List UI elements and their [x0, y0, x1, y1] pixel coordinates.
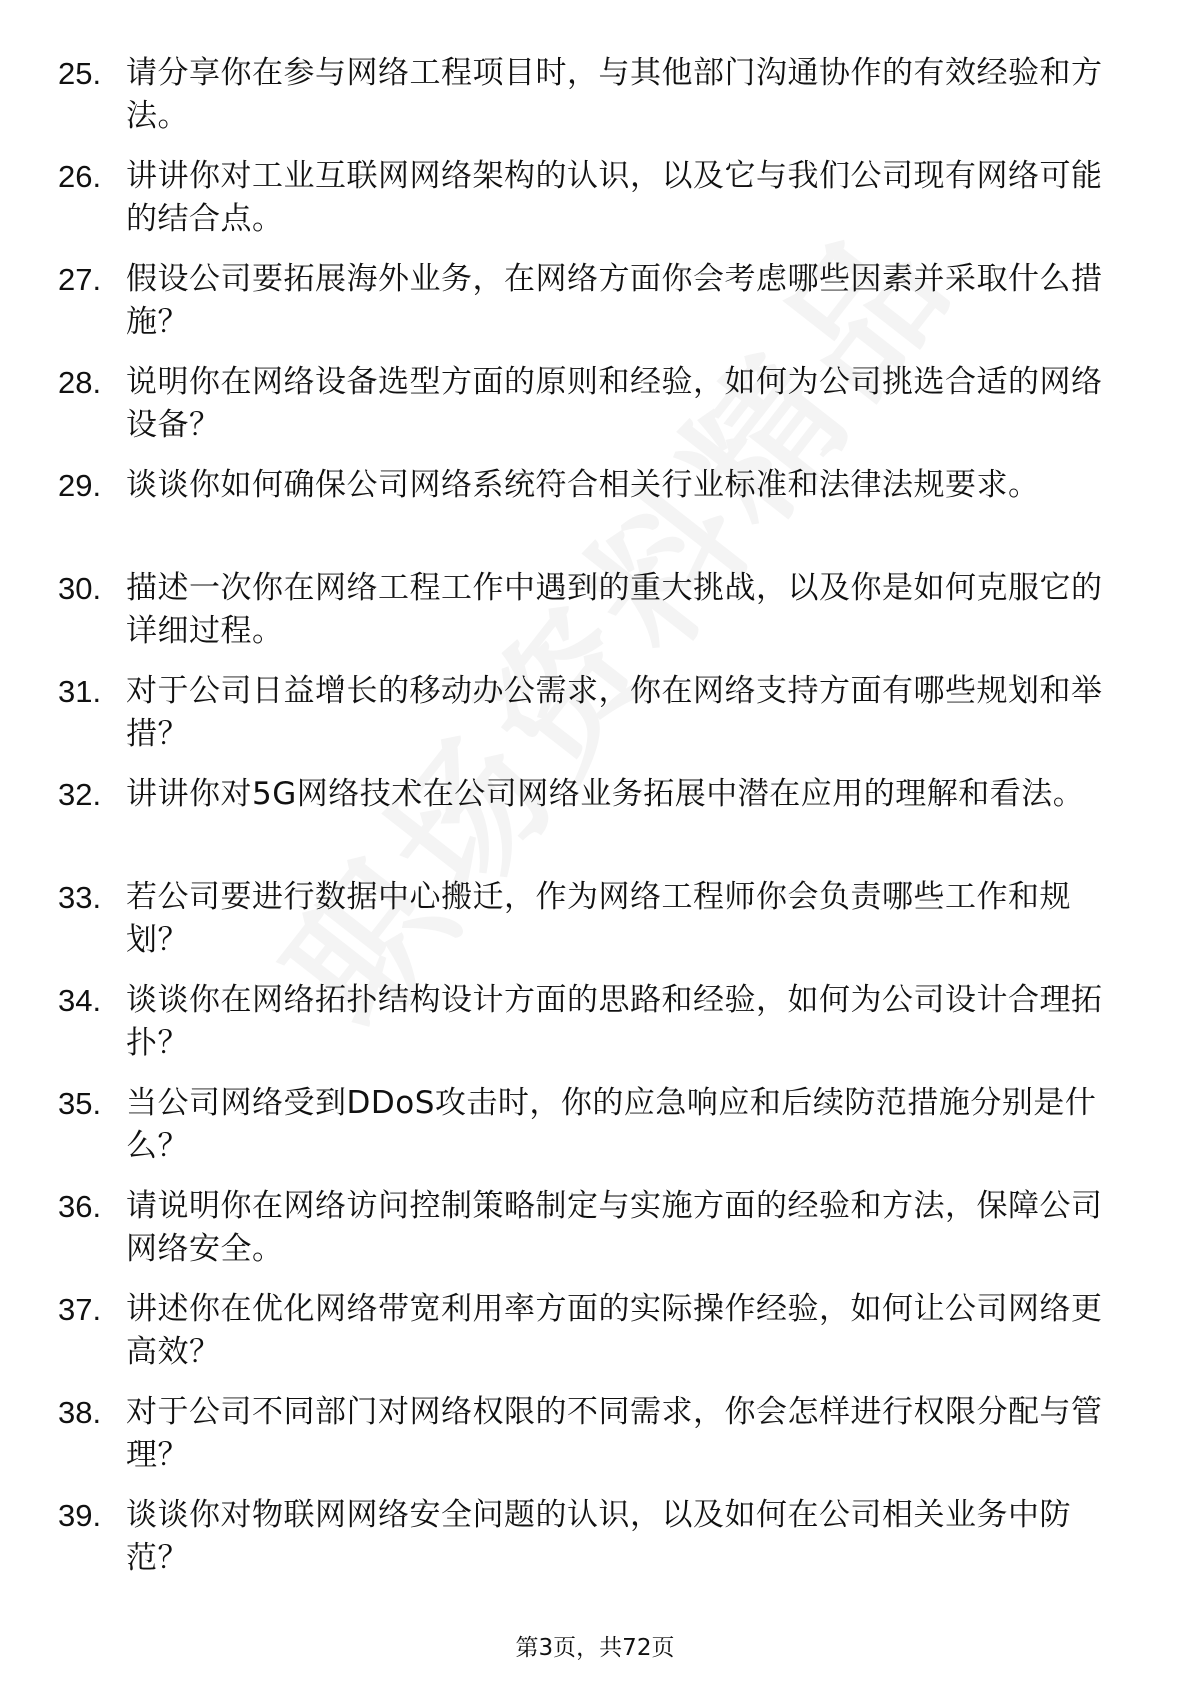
question-text: 假设公司要拓展海外业务，在网络方面你会考虑哪些因素并采取什么措施？	[126, 261, 1103, 340]
question-number: 37.	[58, 1292, 102, 1327]
question-number: 25.	[58, 56, 102, 91]
list-item	[58, 361, 1118, 464]
question-text: 对于公司日益增长的移动办公需求，你在网络支持方面有哪些规划和举措？	[126, 673, 1103, 752]
question-text: 讲讲你对5G网络技术在公司网络业务拓展中潜在应用的理解和看法。	[126, 776, 1085, 812]
question-number: 31.	[58, 674, 102, 709]
list-item	[58, 464, 1118, 567]
question-text: 谈谈你对物联网网络安全问题的认识，以及如何在公司相关业务中防范？	[126, 1497, 1071, 1576]
question-number: 29.	[58, 468, 102, 503]
question-number: 30.	[58, 571, 102, 606]
page-footer: 第3页，共72页	[515, 1635, 675, 1661]
question-list	[58, 52, 1118, 1597]
question-number: 32.	[58, 777, 102, 812]
question-number: 27.	[58, 262, 102, 297]
list-item	[58, 876, 1118, 979]
question-number: 28.	[58, 365, 102, 400]
question-number: 34.	[58, 983, 102, 1018]
list-item	[58, 567, 1118, 670]
question-text: 对于公司不同部门对网络权限的不同需求，你会怎样进行权限分配与管理？	[126, 1394, 1103, 1473]
question-text: 请分享你在参与网络工程项目时，与其他部门沟通协作的有效经验和方法。	[126, 55, 1103, 134]
question-text: 描述一次你在网络工程工作中遇到的重大挑战，以及你是如何克服它的详细过程。	[126, 570, 1103, 649]
list-item	[58, 1082, 1118, 1185]
question-text: 讲述你在优化网络带宽利用率方面的实际操作经验，如何让公司网络更高效？	[126, 1291, 1103, 1370]
question-number: 26.	[58, 159, 102, 194]
list-item	[58, 52, 1118, 155]
question-number: 38.	[58, 1395, 102, 1430]
list-item	[58, 1288, 1118, 1391]
list-item	[58, 1391, 1118, 1494]
question-text: 说明你在网络设备选型方面的原则和经验，如何为公司挑选合适的网络设备？	[126, 364, 1103, 443]
list-item	[58, 1494, 1118, 1597]
question-text: 谈谈你如何确保公司网络系统符合相关行业标准和法律法规要求。	[126, 467, 1040, 503]
list-item	[58, 155, 1118, 258]
list-item	[58, 773, 1118, 876]
question-text: 若公司要进行数据中心搬迁，作为网络工程师你会负责哪些工作和规划？	[126, 879, 1071, 958]
question-number: 36.	[58, 1189, 102, 1224]
list-item	[58, 979, 1118, 1082]
question-number: 35.	[58, 1086, 102, 1121]
question-number: 39.	[58, 1498, 102, 1533]
question-text: 请说明你在网络访问控制策略制定与实施方面的经验和方法，保障公司网络安全。	[126, 1188, 1103, 1267]
question-text: 谈谈你在网络拓扑结构设计方面的思路和经验，如何为公司设计合理拓扑？	[126, 982, 1103, 1061]
list-item	[58, 1185, 1118, 1288]
question-text: 当公司网络受到DDoS攻击时，你的应急响应和后续防范措施分别是什么？	[126, 1085, 1097, 1164]
list-item	[58, 258, 1118, 361]
question-number: 33.	[58, 880, 102, 915]
question-text: 讲讲你对工业互联网网络架构的认识，以及它与我们公司现有网络可能的结合点。	[126, 158, 1103, 237]
list-item	[58, 670, 1118, 773]
